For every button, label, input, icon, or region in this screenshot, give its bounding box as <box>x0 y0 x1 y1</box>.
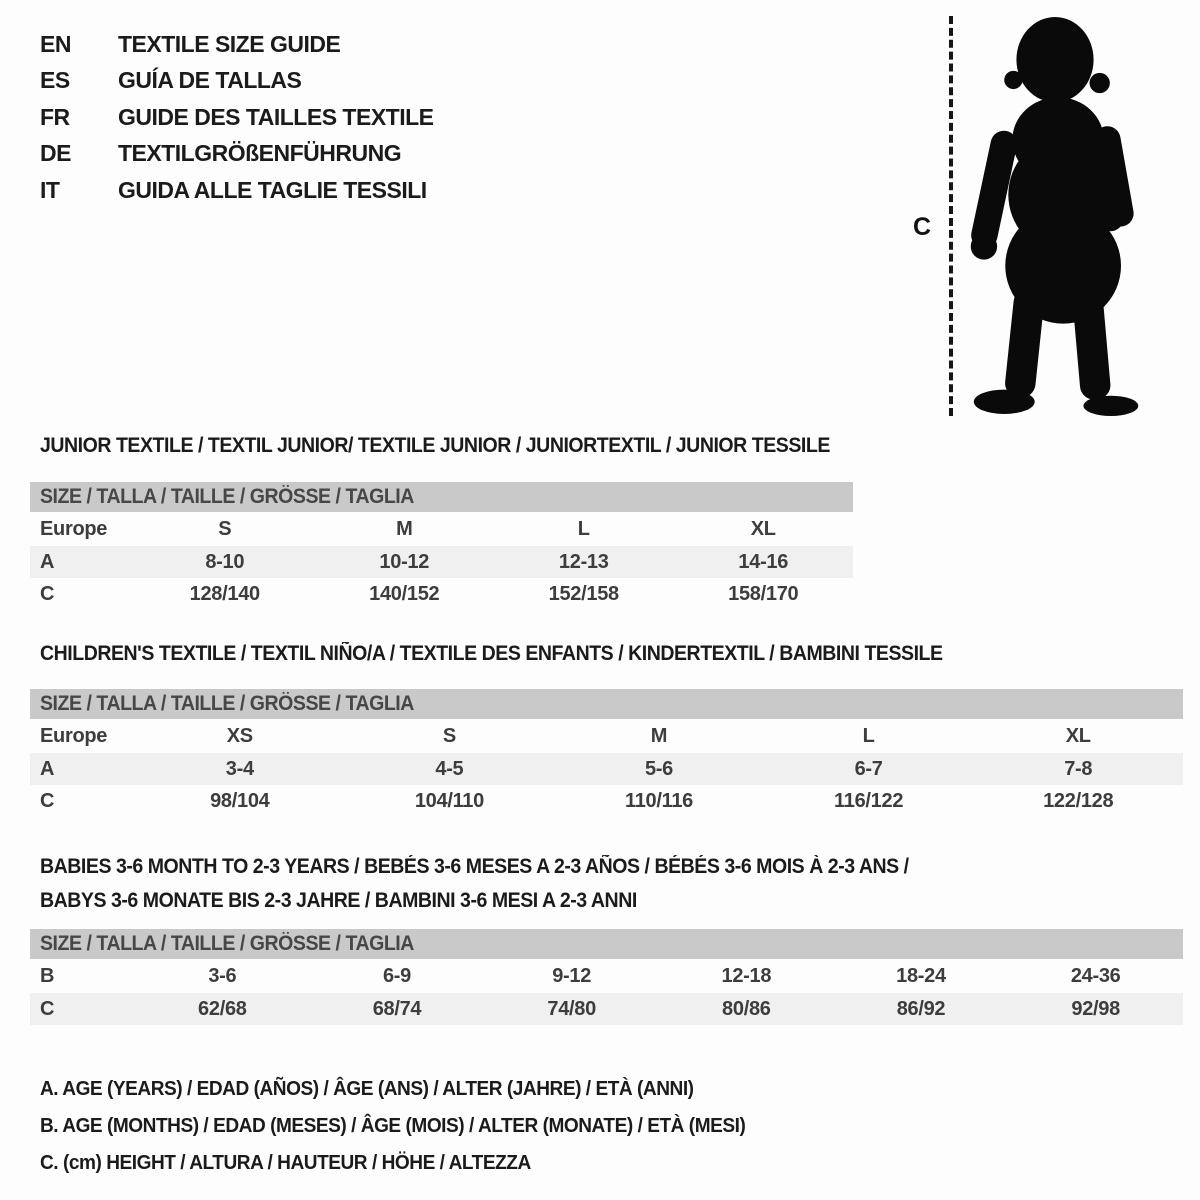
table-cell: 3-4 <box>225 757 254 780</box>
table-cell: 6-9 <box>382 964 411 987</box>
table-cell: 5-6 <box>644 757 673 780</box>
table-cell: 8-10 <box>205 550 245 573</box>
language-code: EN <box>40 30 71 57</box>
table-cell: 74/80 <box>547 997 596 1020</box>
babies-size-table <box>30 929 1183 1025</box>
column-header: Europe <box>40 517 108 540</box>
language-code: IT <box>40 176 60 203</box>
children-header-row <box>30 719 1183 753</box>
row-label: C <box>40 789 55 812</box>
guide-title-it: GUIDA ALLE TAGLIE TESSILI <box>118 176 427 203</box>
babies-title-line2: BABYS 3-6 MONATE BIS 2-3 JAHRE / BAMBINI 3-6 MESI A 2-3 ANNI <box>40 889 637 912</box>
babies-title-line1: BABIES 3-6 MONTH TO 2-3 YEARS / BEBÉS 3-6 MESES A 2-3 AÑOS / BÉBÉS 3-6 MOIS À 2-3 ANS / <box>40 855 909 878</box>
column-header: Europe <box>40 724 108 747</box>
table-cell: 110/116 <box>624 789 693 812</box>
legend-footnotes <box>40 1070 798 1181</box>
table-cell: 116/122 <box>834 789 904 812</box>
babies-row-height <box>30 993 1183 1025</box>
column-header: XL <box>1065 724 1091 747</box>
language-title-list <box>40 26 434 209</box>
row-label: C <box>40 582 55 605</box>
row-label: A <box>40 550 55 573</box>
language-code: DE <box>40 140 71 167</box>
children-size-table <box>30 689 1183 817</box>
language-code: FR <box>40 103 70 130</box>
row-label: C <box>40 997 55 1020</box>
table-cell: 18-24 <box>896 964 946 987</box>
column-header: XS <box>226 724 253 747</box>
size-band: SIZE / TALLA / TAILLE / GRÖSSE / TAGLIA <box>30 929 1183 959</box>
table-cell: 80/86 <box>722 997 771 1020</box>
size-band: SIZE / TALLA / TAILLE / GRÖSSE / TAGLIA <box>30 689 1183 719</box>
table-cell: 7-8 <box>1064 757 1093 780</box>
height-measure-label: C <box>913 213 932 241</box>
table-cell: 62/68 <box>198 997 247 1020</box>
table-cell: 12-13 <box>558 550 609 573</box>
language-row-fr <box>40 99 434 136</box>
column-header: L <box>577 517 590 540</box>
table-cell: 140/152 <box>369 582 440 605</box>
junior-header-row <box>30 512 853 546</box>
guide-title-de: TEXTILGRÖßENFÜHRUNG <box>118 140 402 167</box>
toddler-silhouette-icon <box>966 16 1142 416</box>
column-header: M <box>396 517 413 540</box>
junior-row-height <box>30 578 853 610</box>
children-row-age <box>30 753 1183 785</box>
table-cell: 122/128 <box>1043 789 1114 812</box>
table-cell: 10-12 <box>379 550 430 573</box>
row-label: A <box>40 757 55 780</box>
junior-size-table <box>30 482 853 610</box>
column-header: XL <box>750 517 776 540</box>
table-cell: 14-16 <box>738 550 789 573</box>
children-row-height <box>30 785 1183 817</box>
language-row-es <box>40 63 434 100</box>
table-cell: 12-18 <box>721 964 772 987</box>
junior-row-age <box>30 546 853 578</box>
children-section-title: CHILDREN'S TEXTILE / TEXTIL NIÑO/A / TEXTILE DES ENFANTS / KINDERTEXTIL / BAMBINI TESSILE <box>40 642 943 665</box>
column-header: S <box>218 517 232 540</box>
column-header: M <box>650 724 668 747</box>
column-header: L <box>862 724 875 747</box>
table-cell: 92/98 <box>1071 997 1120 1020</box>
table-cell: 98/104 <box>210 789 270 812</box>
column-header: S <box>442 724 456 747</box>
table-cell: 4-5 <box>435 757 464 780</box>
language-code: ES <box>40 67 70 94</box>
guide-title-es: GUÍA DE TALLAS <box>118 67 302 94</box>
table-cell: 24-36 <box>1070 964 1121 987</box>
row-label: B <box>40 964 55 987</box>
language-row-it <box>40 172 434 209</box>
table-cell: 6-7 <box>854 757 883 780</box>
footnote-b: B. AGE (MONTHS) / EDAD (MESES) / ÂGE (MOIS) / ALTER (MONATE) / ETÀ (MESI) <box>40 1114 746 1137</box>
table-cell: 158/170 <box>728 582 799 605</box>
guide-title-fr: GUIDE DES TAILLES TEXTILE <box>118 103 434 130</box>
height-measure-dashed-line <box>949 16 953 416</box>
junior-section-title: JUNIOR TEXTILE / TEXTIL JUNIOR/ TEXTILE JUNIOR / JUNIORTEXTIL / JUNIOR TESSILE <box>40 434 830 457</box>
table-cell: 68/74 <box>372 997 422 1020</box>
table-cell: 152/158 <box>548 582 619 605</box>
table-cell: 104/110 <box>414 789 484 812</box>
language-row-en <box>40 26 434 63</box>
table-cell: 3-6 <box>208 964 237 987</box>
babies-row-months <box>30 959 1183 993</box>
table-cell: 86/92 <box>896 997 946 1020</box>
footnote-a: A. AGE (YEARS) / EDAD (AÑOS) / ÂGE (ANS) / ALTER (JAHRE) / ETÀ (ANNI) <box>40 1077 694 1100</box>
table-cell: 128/140 <box>189 582 260 605</box>
footnote-c: C. (cm) HEIGHT / ALTURA / HAUTEUR / HÖHE / ALTEZZA <box>40 1151 531 1174</box>
guide-title-en: TEXTILE SIZE GUIDE <box>118 30 341 57</box>
size-band: SIZE / TALLA / TAILLE / GRÖSSE / TAGLIA <box>30 482 853 512</box>
language-row-de <box>40 136 434 173</box>
table-cell: 9-12 <box>552 964 592 987</box>
babies-section-title <box>40 850 974 918</box>
